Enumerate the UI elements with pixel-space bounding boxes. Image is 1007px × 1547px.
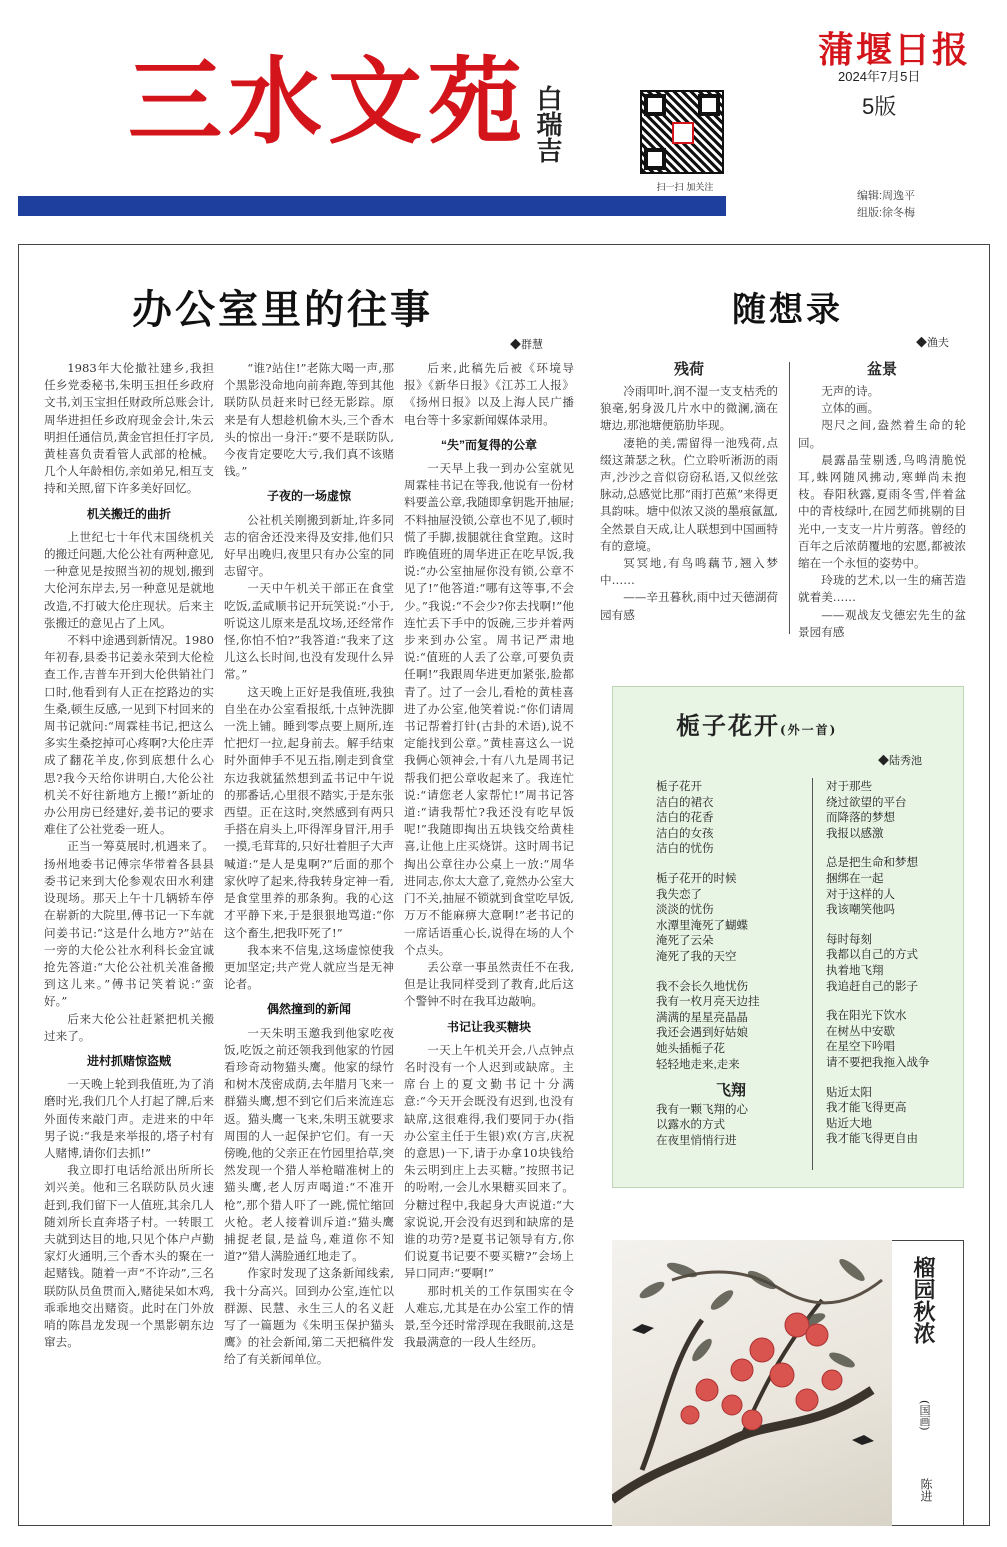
article-subheading: 进村抓赌惊盗贼 <box>86 1053 171 1068</box>
article-paragraph: 我本来不信鬼,这场虚惊使我更加坚定;共产党人就应当是无神论者。 <box>224 942 394 992</box>
essay-note: ——观战友戈德宏先生的盆景园有感 <box>798 607 966 639</box>
essay-paragraph: 立体的画。 <box>821 401 880 416</box>
poem-stanza <box>826 856 956 918</box>
issue-date: 2024年7月5日 <box>838 69 921 84</box>
poem-line: 请不要把我拖入战争 <box>826 1056 930 1069</box>
poem-line: 水潭里淹死了蝴蝶 <box>656 919 748 932</box>
article-subheading: 书记让我买糖块 <box>446 1019 531 1034</box>
poem-line: 洁白的裙衣 <box>656 796 714 809</box>
poem-line: 贴近太阳 <box>826 1086 872 1099</box>
poem-line: 淹死了我的天空 <box>656 950 737 963</box>
painting-image <box>612 1240 892 1526</box>
poem-line: 在夜里悄悄行进 <box>656 1134 737 1147</box>
article-paragraph: 一天晚上轮到我值班,为了消磨时光,我们几个人打起了牌,后来外面传来敲门声。走进来的中年男子说:“我是来举报的,塔子村有人赌博,请你们去抓!” <box>44 1077 214 1160</box>
article-paragraph: 那时机关的工作氛围实在令人难忘,尤其是在办公室工作的情景,至今还时常浮现在我眼前,这是我最满意的一段人生经历。 <box>404 1283 574 1350</box>
article-subheading: “失”而复得的公章 <box>440 437 537 452</box>
editor-credits <box>857 188 915 222</box>
poem-line: 我才能飞得更自由 <box>826 1133 918 1146</box>
poem-stanza <box>656 780 806 858</box>
poem-line: 我有一颗飞翔的心 <box>656 1103 748 1116</box>
poem-line: 而降落的梦想 <box>826 812 895 825</box>
poem-line: 我还会遇到好姑娘 <box>656 1027 748 1040</box>
poem-stanza <box>826 780 956 842</box>
poem-line: 捆绑在一起 <box>826 872 884 885</box>
essay-right-heading: 盆景 <box>866 361 897 378</box>
article-paragraph: 一天朱明玉邀我到他家吃夜饭,吃饭之前还领我到他家的竹园看珍奇动物猫头鹰。他家的绿竹和树木茂密成荫,去年腊月飞来一群猫头鹰,想不到它们后来流连忘返。猫头鹰一飞来,朱明玉就要求周围的人一起保护它们。有一天傍晚,他的父亲正在竹园里拾草,突然发现一个猎人举枪瞄准树上的猫头鹰,老人厉声喝道:“不准开枪”,那个猎人吓了一跳,慌忙缩回火枪。老人接着训斥道:“猫头鹰捕捉老鼠,是益鸟,难道你不知道?”猎人满脸通红地走了。 <box>224 1025 394 1264</box>
poem-title-text: 栀子花开 <box>676 711 780 740</box>
poem-divider <box>812 778 813 1170</box>
essay-paragraph: 凄艳的美,需留得一池残荷,点缀这萧瑟之秋。伫立聆听淅沥的雨声,沙沙之音似窃窃私语,又似丝弦脉动,总感觉比那“雨打芭蕉”来得更具韵味。塘中似浓又淡的墨痕氤氲,全然景自天成,让人联想到中国画特有的意境。 <box>600 435 778 553</box>
qr-code-icon <box>640 90 724 174</box>
poem-stanza <box>826 1086 956 1148</box>
poem-line: 我有一枚月亮天边挂 <box>656 996 760 1009</box>
essay-right-body <box>798 383 966 641</box>
essay-paragraph: 咫尺之间,盎然着生命的轮回。 <box>798 418 966 450</box>
poem-line: 栀子花开的时候 <box>656 872 737 885</box>
page-number: 5版 <box>862 94 897 119</box>
essay-paragraph: 无声的诗。 <box>821 384 880 398</box>
calligraphy-seal: 白瑞吉 <box>532 85 562 163</box>
essay-paragraph: 冥冥地,有鸟鸣藕节,翘入梦中…… <box>600 556 778 588</box>
qr-caption: 扫一扫 加关注 <box>656 183 714 193</box>
article-paragraph: 这天晚上正好是我值班,我独自坐在办公室看报纸,十点钟洗脚一洗上铺。睡到零点要上厕所,连忙把灯一拉,起身前去。解手结束时外面伸手不见五指,刚走到食堂东边我就猛然想到孟书记中午说的那番话,心里很不踏实,于是东张西望。正在这时,突然感到有两只手搭在肩头上,吓得浑身冒汗,用手一摸,毛茸茸的,只好壮着胆子大声喊道:“是人是鬼啊?”后面的那个家伙哼了起来,待我转身定神一看,是食堂里养的那条狗。我的心这才平静下来,于是狠狠地骂道:“你这个畜生,把我吓死了!” <box>224 684 394 940</box>
pomegranate-painting <box>612 1240 892 1526</box>
poem-line: 在树丛中安歇 <box>826 1025 895 1038</box>
article-paragraph: 1983年大伦撤社建乡,我担任乡党委秘书,朱明玉担任乡政府文书,刘玉宝担任财政所总账会计,周华进担任乡政府现金会计,朱云明担任通信员,黄金官担任打字员,黄桂喜负责看管人武部的枪械。几个人年龄相仿,亲如弟兄,相互支持和关照,留下许多美好回忆。 <box>44 361 214 496</box>
poem-line: 我才能飞得更高 <box>826 1102 907 1115</box>
poem-line: 淹死了云朵 <box>656 935 714 948</box>
poem-line: 在星空下吟唱 <box>826 1041 895 1054</box>
article-paragraph: 作家时发现了这条新闻线索,我十分高兴。回到办公室,连忙以群源、民慧、永生三人的名义赶写了一篇题为《朱明玉保护猫头鹰》的社会新闻,第二天把稿件发给了有关新闻单位。 <box>224 1266 394 1367</box>
poem-line: 她头插栀子花 <box>656 1042 725 1055</box>
poem-line: 我追赶自己的影子 <box>826 980 918 993</box>
article-paragraph: 不料中途遇到新情况。1980年初春,县委书记姜永荣到大伦检查工作,吉普车开到大伦供销社门口时,他看到有人正在挖路边的实生桑,顿生反感,一见到下村回来的周书记就问:“周霖桂书记,把这么多实生桑挖掉可心疼啊?大伦庄弄成了翻花羊皮,你到底想什么心思?我今天给你讲明白,大伦公社机关不好往新地方上搬!”新址的办公用房已经建好,姜书记的要求难住了公社党委一班人。 <box>44 633 214 837</box>
poem-line: 我报以感激 <box>826 827 884 840</box>
article-paragraph: 上世纪七十年代末国绕机关的搬迁问题,大伦公社有两种意见,一种意见是按照当初的规划,搬到大伦河东岸去,另一种意见是就地改造,不打破大伦庄现状。后来主张搬迁的意见占了上风。 <box>44 529 214 630</box>
painting-artist: 陈进 <box>919 1478 933 1502</box>
newspaper-logo: 蒲堰日报 <box>818 29 971 71</box>
essay-author: ◆渔夫 <box>916 337 949 349</box>
poem-line: 洁白的女孩 <box>656 827 714 840</box>
poem-line: 绕过欲望的平台 <box>826 796 907 809</box>
article-paragraph: 后来,此稿先后被《环境导报》《新华日报》《江苏工人报》《扬州日报》以及上海人民广播电台等十多家新闻媒体录用。 <box>404 361 574 427</box>
essay-right <box>798 358 966 641</box>
poem-line: 总是把生命和梦想 <box>826 857 918 870</box>
essay-left-heading: 残荷 <box>673 361 704 378</box>
poem-stanza <box>826 1009 956 1071</box>
poem-line: 我不会长久地忧伤 <box>656 980 748 993</box>
poem-line: 对于这样的人 <box>826 888 895 901</box>
essay-left-body <box>600 383 778 624</box>
essay-left <box>600 358 778 624</box>
poem-stanza <box>656 872 806 966</box>
section-title: 三水文苑 <box>128 47 529 157</box>
essay-note: ——辛丑暮秋,雨中过天德湖荷园有感 <box>600 590 778 622</box>
poem-stanza <box>656 980 806 1074</box>
article-column-2 <box>224 360 394 1369</box>
poem-line: 栀子花开 <box>656 781 702 793</box>
editor-name: 编辑:周逸平 <box>857 190 916 202</box>
poem-line: 贴近大地 <box>826 1117 872 1130</box>
article-paragraph: 一天上午机关开会,八点钟点名时没有一个人迟到或缺席。主席台上的夏文勤书记十分满意:“今天开会既没有迟到,也没有缺席,这很难得,我们要同于办(指办公室主任于生银)欢(方言,庆祝的意思)一下,请于办拿10块钱给朱云明到庄上去买糖。”按照书记的吩咐,一会儿水果糖买回来了。分糖过程中,我起身大声说道:“大家说说,开会没有迟到和缺席的是谁的功劳?是夏书记领导有方,你们说夏书记要不要买糖?”会场上异口同声:“要啊!” <box>404 1042 574 1281</box>
article-column-1 <box>44 360 214 1351</box>
poem-title-suffix: (外一首) <box>780 723 838 737</box>
second-poem-title: 飞翔 <box>715 1082 746 1100</box>
poem-line: 我在阳光下饮水 <box>826 1010 907 1023</box>
essay-paragraph: 玲珑的艺术,以一生的痛苦造就着美…… <box>798 573 966 605</box>
article-subheading: 偶然撞到的新闻 <box>266 1002 351 1017</box>
poem-line: 我都以自己的方式 <box>826 949 918 962</box>
poem-line: 淡淡的忧伤 <box>656 904 714 917</box>
poem-line: 我该嘲笑他吗 <box>826 904 895 917</box>
poem-left-column <box>656 780 806 1163</box>
essay-title: 随想录 <box>732 290 843 330</box>
essay-paragraph: 晨露晶莹剔透,鸟鸣清脆悦耳,蛛网随风拂动,寒蝉尚未抱枝。春阳秋露,夏雨冬雪,伴着盆中的青枝绿叶,在园艺师挑剔的目光中,一支支一片片剪落。曾经的百年之后浓荫覆地的宏愿,都被浓缩在一个永恒的姿势中。 <box>798 452 966 571</box>
article-paragraph: 正当一筹莫展时,机遇来了。扬州地委书记傅宗华带着各县县委书记来到大伦参观农田水利建设现场。那天上午十几辆轿车停在崭新的大院里,傅书记一下车就问姜书记:“这是什么地方?”站在一旁的大伦公社水利科长金宜诚抢先答道:“大伦公社机关准备搬到这儿来。”傅书记笑着说:“蛮好。” <box>44 839 214 1009</box>
poem-line: 洁白的花香 <box>656 812 714 825</box>
poem-line: 轻轻地走来,走来 <box>656 1058 740 1071</box>
article-paragraph: 一天早上我一到办公室就见周霖桂书记在等我,他说有一份材料要盖公章,我随即拿钥匙开抽屉;不料抽屉没锁,公章也不见了,顿时慌了手脚,拔腿就往食堂跑。这时昨晚值班的周华进正在吃早饭,我说:“办公室抽屉你没有锁,公章不见了!”他答道:“哪有这等事,不会少。”我说:“不会少?你去找啊!”他连忙丢下手中的饭碗,三步并着两步来到办公室。周书记严肃地说:“值班的人丢了公章,可要负责任啊!”我跟周华进更加紧张,脸都青了。过了一会儿,看枪的黄桂喜进了办公室,他笑着说:“你们请周书记帮着打针(古卦的术语),说不定能找到公章。”黄桂喜这么一说我俩心领神会,十有八九是周书记帮我们把公章收起来了。我连忙说:“请您老人家帮忙!”周书记答道:“请我帮忙?我还没有吃早饭呢!”我随即掏出五块钱交给黄桂喜,让他上庄买烧饼。这时周书记掏出公章往办公桌上一放:“周华进同志,你太大意了,竟然办公室大门不关,抽屉不锁就到食堂吃早饭,万万不能麻痹大意啊!”老书记的一席话语重心长,说得在场的人个个点头。 <box>404 461 574 957</box>
article-paragraph: “谁?站住!”老陈大喝一声,那个黑影没命地向前奔跑,等到其他联防队员赶来时已经无影踪。原来是有人想趁机偷木头,三个香木头的惊出一身汗:“要不是联防队,今夜肯定要吃大亏,我们真不该赌钱。” <box>224 361 394 479</box>
header-rule <box>18 196 726 216</box>
poem-stanza <box>826 933 956 995</box>
article-title: 办公室里的往事 <box>132 286 433 333</box>
article-author: ◆群慧 <box>510 339 543 351</box>
article-paragraph: 后来大伦公社赶紧把机关搬过来了。 <box>44 1011 214 1043</box>
article-subheading: 机关搬迁的曲折 <box>86 506 171 521</box>
poem-line: 我失恋了 <box>656 888 702 901</box>
article-column-3 <box>404 360 574 1351</box>
poem-line: 洁白的忧伤 <box>656 843 714 856</box>
essay-paragraph: 冷雨叩叶,润不湿一支支枯秃的狼毫,躬身汲几片水中的微澜,滴在塘边,那池塘便筋肋毕现。 <box>600 384 778 433</box>
painting-type: (国画) <box>918 1400 931 1431</box>
poem-stanza <box>656 1103 806 1150</box>
article-paragraph: 一天中午机关干部正在食堂吃饭,孟咸顺书记开玩笑说:“小于,听说这儿原来是乱坟场,还经常作怪,你怕不怕?”我答道:“我来了这儿这么长时间,也没有发现什么异常。” <box>224 581 394 682</box>
essay-divider <box>789 362 790 634</box>
article-paragraph: 公社机关刚搬到新址,许多同志的宿舍还没来得及安排,他们只好早出晚归,夜里只有办公室的同志留守。 <box>224 512 394 579</box>
article-subheading: 子夜的一场虚惊 <box>266 489 351 504</box>
poem-author: ◆陆秀池 <box>878 755 922 767</box>
article-paragraph: 我立即打电话给派出所所长刘兴美。他和三名联防队员火速赶到,我们留下一人值班,其余几人随刘所长直奔塔子村。一转眼工夫就到达目的地,只见个体户卢勤家灯火通明,三个香木头的聚在一起赌钱。随着一声“不许动”,三名联防队员鱼贯而入,赌徒呆如木鸡,乖乖地交出赌资。此时在门外放哨的陈昌龙发现一个黑影朝东边窜去。 <box>44 1163 214 1350</box>
poem-line: 执着地飞翔 <box>826 964 884 977</box>
poem-line: 满满的星星亮晶晶 <box>656 1011 748 1024</box>
poem-line: 对于那些 <box>826 781 872 793</box>
painting-title: 榴园秋浓 <box>910 1256 936 1344</box>
article-paragraph: 丢公章一事虽然责任不在我,但是让我同样受到了教育,此后这个警钟不时在我耳边敲响。 <box>404 959 574 1009</box>
poem-line: 以露水的方式 <box>656 1119 725 1132</box>
poem-title <box>676 706 837 741</box>
poem-right-column <box>826 780 956 1162</box>
layout-editor-name: 组版:徐冬梅 <box>857 207 916 219</box>
poem-line: 每时每刻 <box>826 933 872 946</box>
